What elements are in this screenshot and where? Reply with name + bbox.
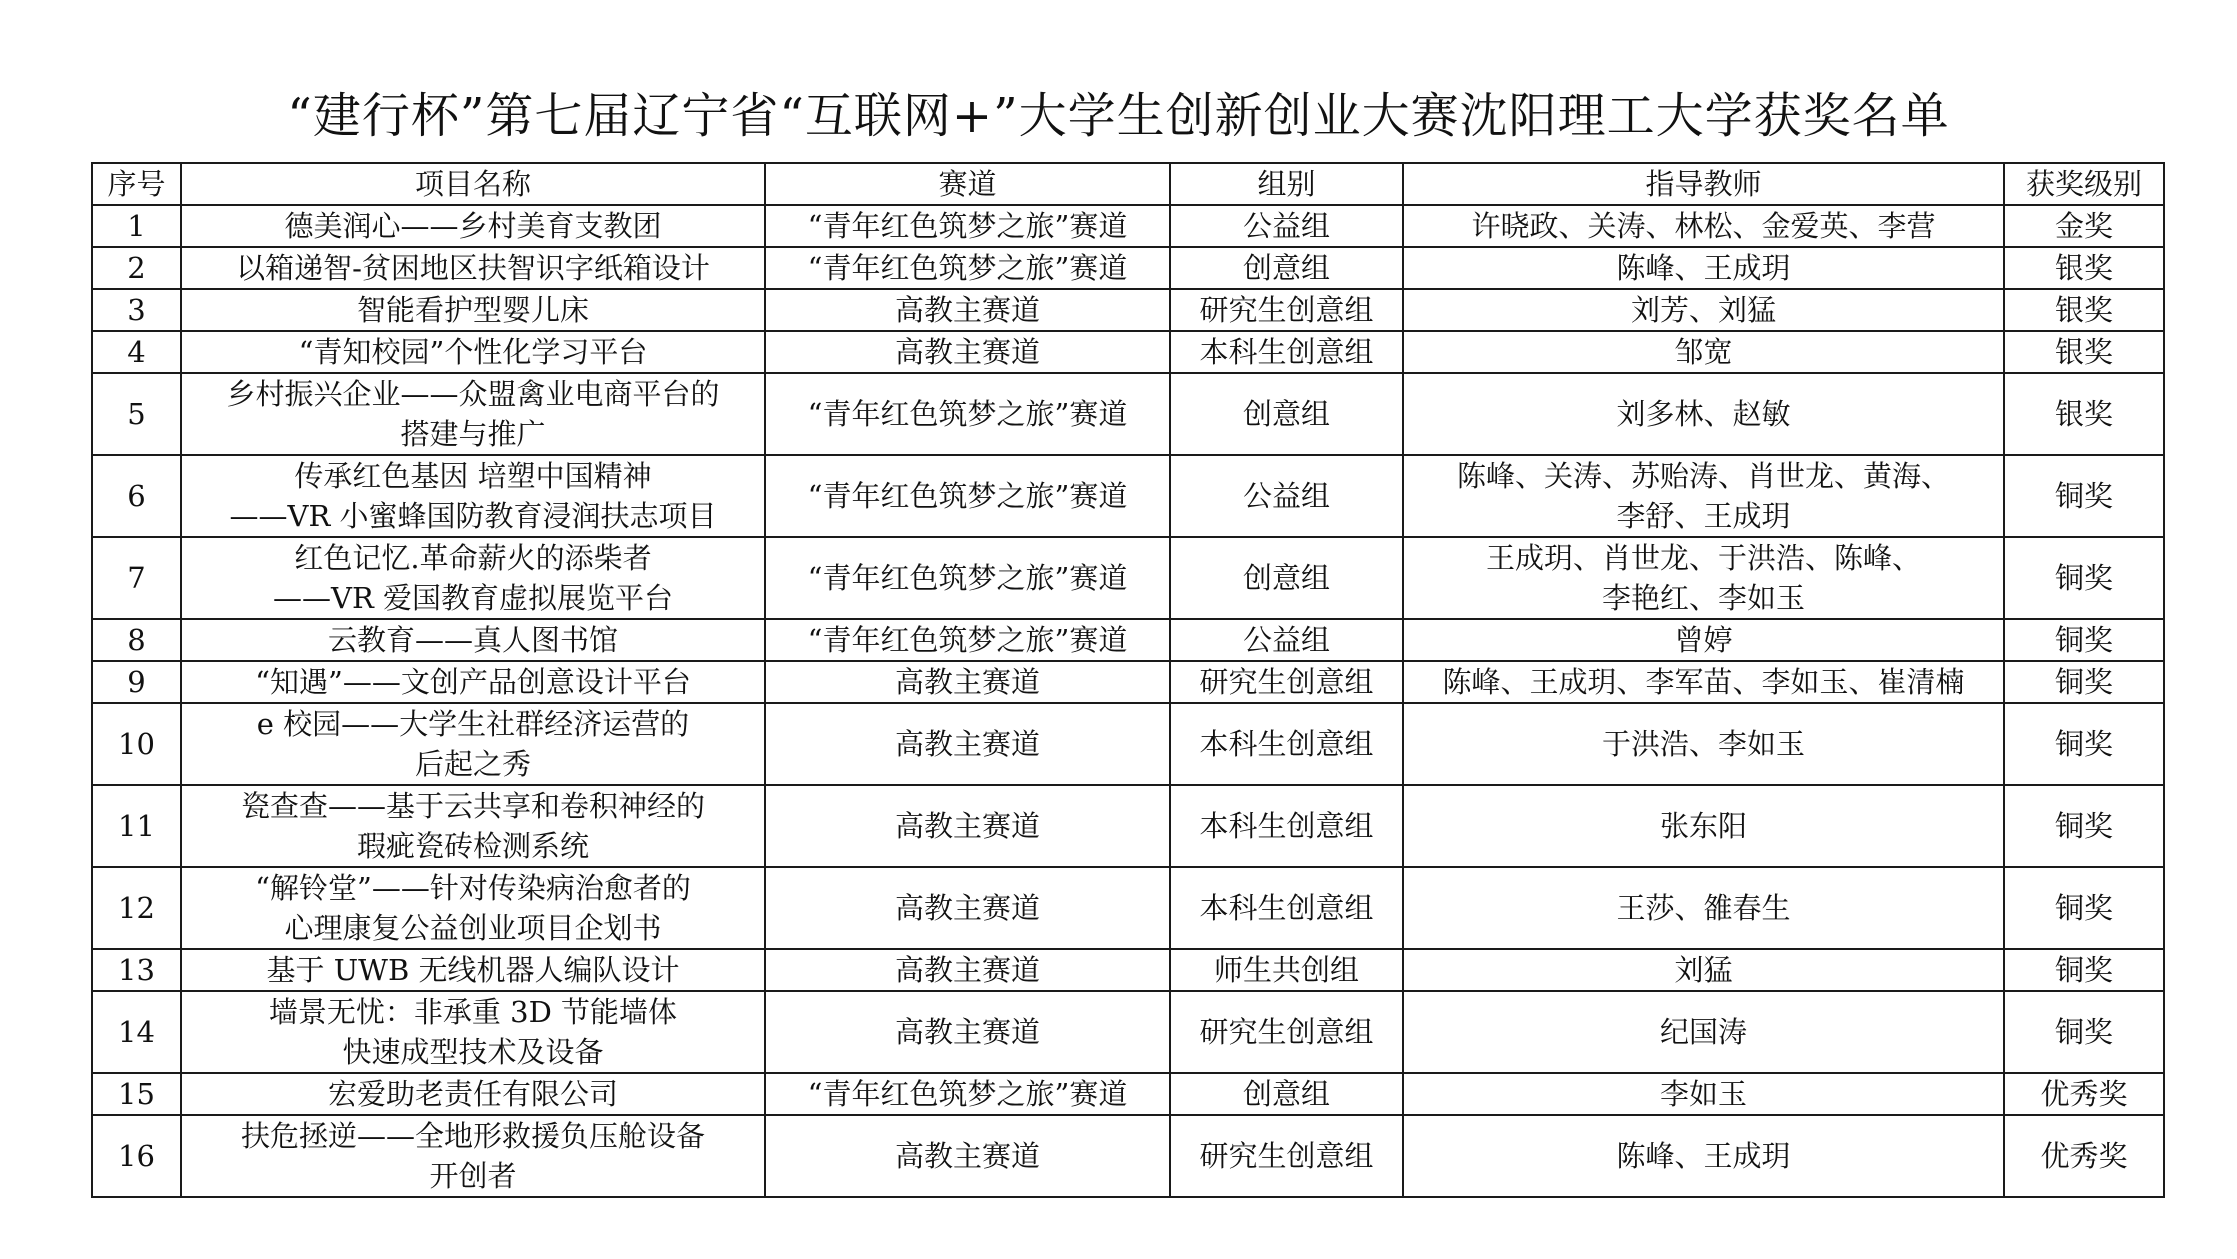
cell-project-name-line: “青知校园”个性化学习平台 <box>298 335 648 369</box>
cell-award: 铜奖 <box>2004 785 2164 867</box>
table-row <box>92 1073 2164 1115</box>
cell-project-name <box>181 373 765 455</box>
cell-project-name <box>181 1115 765 1197</box>
cell-teacher <box>1403 247 2004 289</box>
cell-project-name-line: 开创者 <box>429 1159 517 1193</box>
table-row <box>92 205 2164 247</box>
cell-group: 创意组 <box>1170 537 1403 619</box>
cell-index: 14 <box>92 991 181 1073</box>
table-row <box>92 331 2164 373</box>
cell-group: 研究生创意组 <box>1170 661 1403 703</box>
cell-index: 13 <box>92 949 181 991</box>
cell-award: 铜奖 <box>2004 949 2164 991</box>
cell-project-name-line: 瑕疵瓷砖检测系统 <box>356 829 589 863</box>
cell-track: 高教主赛道 <box>765 289 1170 331</box>
table-row <box>92 289 2164 331</box>
cell-index: 10 <box>92 703 181 785</box>
cell-award: 铜奖 <box>2004 619 2164 661</box>
cell-index: 12 <box>92 867 181 949</box>
header-track: 赛道 <box>765 163 1170 205</box>
cell-teacher <box>1403 867 2004 949</box>
cell-track: “青年红色筑梦之旅”赛道 <box>765 373 1170 455</box>
cell-project-name-line: ——VR 爱国教育虚拟展览平台 <box>273 581 673 615</box>
table-row <box>92 867 2164 949</box>
cell-project-name-line: 智能看护型婴儿床 <box>356 293 589 327</box>
cell-index: 7 <box>92 537 181 619</box>
cell-project-name-line: 扶危拯逆——全地形救援负压舱设备 <box>240 1119 705 1153</box>
cell-project-name-line: 基于 UWB 无线机器人编队设计 <box>266 953 680 987</box>
cell-group: 本科生创意组 <box>1170 867 1403 949</box>
cell-index: 5 <box>92 373 181 455</box>
cell-index: 6 <box>92 455 181 537</box>
cell-teacher-line: 刘猛 <box>1674 953 1733 987</box>
cell-group: 公益组 <box>1170 205 1403 247</box>
cell-index: 15 <box>92 1073 181 1115</box>
cell-teacher <box>1403 537 2004 619</box>
cell-award: 优秀奖 <box>2004 1115 2164 1197</box>
cell-index: 1 <box>92 205 181 247</box>
cell-award: 铜奖 <box>2004 991 2164 1073</box>
cell-project-name <box>181 537 765 619</box>
header-award: 获奖级别 <box>2004 163 2164 205</box>
cell-award: 银奖 <box>2004 289 2164 331</box>
cell-project-name-line: 以箱递智-贫困地区扶智识字纸箱设计 <box>236 251 710 285</box>
cell-group: 本科生创意组 <box>1170 785 1403 867</box>
table-row <box>92 455 2164 537</box>
cell-teacher-line: 李舒、王成玥 <box>1616 499 1791 533</box>
cell-project-name-line: 后起之秀 <box>414 747 531 781</box>
cell-teacher-line: 刘芳、刘猛 <box>1630 293 1776 327</box>
cell-award: 优秀奖 <box>2004 1073 2164 1115</box>
document-title: “建行杯”第七届辽宁省“互联网+”大学生创新创业大赛沈阳理工大学获奖名单 <box>287 88 1950 144</box>
table-row <box>92 373 2164 455</box>
cell-teacher <box>1403 785 2004 867</box>
cell-track: “青年红色筑梦之旅”赛道 <box>765 537 1170 619</box>
cell-project-name-line: 搭建与推广 <box>400 417 546 451</box>
cell-teacher <box>1403 1115 2004 1197</box>
cell-teacher-line: 李艳红、李如玉 <box>1601 581 1805 615</box>
cell-teacher-line: 邹宽 <box>1674 335 1733 369</box>
cell-project-name-line: “解铃堂”——针对传染病治愈者的 <box>255 871 691 905</box>
header-group: 组别 <box>1170 163 1403 205</box>
cell-award: 铜奖 <box>2004 661 2164 703</box>
header-project-name: 项目名称 <box>181 163 765 205</box>
cell-index: 2 <box>92 247 181 289</box>
header-teacher: 指导教师 <box>1403 163 2004 205</box>
cell-track: 高教主赛道 <box>765 867 1170 949</box>
table-header <box>92 163 2164 205</box>
table-row <box>92 537 2164 619</box>
cell-track: “青年红色筑梦之旅”赛道 <box>765 1073 1170 1115</box>
cell-award: 铜奖 <box>2004 455 2164 537</box>
cell-index: 8 <box>92 619 181 661</box>
cell-teacher <box>1403 661 2004 703</box>
cell-group: 研究生创意组 <box>1170 991 1403 1073</box>
cell-project-name <box>181 1073 765 1115</box>
cell-index: 3 <box>92 289 181 331</box>
cell-teacher-line: 陈峰、关涛、苏贻涛、肖世龙、黄海、 <box>1456 459 1950 493</box>
table-row <box>92 247 2164 289</box>
table-row <box>92 703 2164 785</box>
table-row <box>92 619 2164 661</box>
cell-project-name-line: 红色记忆.革命薪火的添柴者 <box>294 541 652 575</box>
table-row <box>92 661 2164 703</box>
cell-award: 铜奖 <box>2004 537 2164 619</box>
cell-track: 高教主赛道 <box>765 991 1170 1073</box>
cell-group: 师生共创组 <box>1170 949 1403 991</box>
cell-project-name <box>181 703 765 785</box>
cell-teacher-line: 王成玥、肖世龙、于洪浩、陈峰、 <box>1485 541 1921 575</box>
cell-track: “青年红色筑梦之旅”赛道 <box>765 247 1170 289</box>
cell-teacher-line: 纪国涛 <box>1659 1015 1747 1049</box>
cell-index: 11 <box>92 785 181 867</box>
cell-project-name-line: 心理康复公益创业项目企划书 <box>284 911 662 945</box>
cell-index: 9 <box>92 661 181 703</box>
cell-project-name <box>181 331 765 373</box>
cell-project-name <box>181 205 765 247</box>
cell-group: 研究生创意组 <box>1170 289 1403 331</box>
cell-project-name-line: “知遇”——文创产品创意设计平台 <box>255 665 691 699</box>
cell-teacher-line: 许晓政、关涛、林松、金爱英、李营 <box>1471 209 1936 243</box>
cell-group: 本科生创意组 <box>1170 703 1403 785</box>
cell-teacher <box>1403 455 2004 537</box>
cell-teacher <box>1403 991 2004 1073</box>
cell-group: 创意组 <box>1170 373 1403 455</box>
cell-teacher-line: 于洪浩、李如玉 <box>1601 727 1805 761</box>
cell-project-name <box>181 991 765 1073</box>
cell-group: 公益组 <box>1170 619 1403 661</box>
cell-teacher-line: 曾婷 <box>1674 623 1733 657</box>
cell-project-name-line: 宏爱助老责任有限公司 <box>327 1077 618 1111</box>
table-row <box>92 1115 2164 1197</box>
cell-award: 金奖 <box>2004 205 2164 247</box>
cell-project-name-line: 云教育——真人图书馆 <box>327 623 618 657</box>
cell-award: 铜奖 <box>2004 867 2164 949</box>
cell-group: 本科生创意组 <box>1170 331 1403 373</box>
cell-teacher <box>1403 1073 2004 1115</box>
header-index: 序号 <box>92 163 181 205</box>
cell-award: 铜奖 <box>2004 703 2164 785</box>
cell-project-name-line: ——VR 小蜜蜂国防教育浸润扶志项目 <box>229 499 717 533</box>
cell-teacher <box>1403 289 2004 331</box>
cell-project-name <box>181 949 765 991</box>
cell-project-name-line: 乡村振兴企业——众盟禽业电商平台的 <box>226 377 720 411</box>
cell-project-name-line: e 校园——大学生社群经济运营的 <box>256 707 690 741</box>
cell-teacher-line: 王莎、雒春生 <box>1616 891 1791 925</box>
cell-project-name-line: 瓷查查——基于云共享和卷积神经的 <box>240 789 705 823</box>
cell-track: 高教主赛道 <box>765 1115 1170 1197</box>
cell-track: “青年红色筑梦之旅”赛道 <box>765 619 1170 661</box>
cell-teacher <box>1403 331 2004 373</box>
cell-project-name <box>181 661 765 703</box>
table-body <box>92 205 2164 1197</box>
cell-teacher <box>1403 949 2004 991</box>
cell-track: 高教主赛道 <box>765 703 1170 785</box>
cell-teacher-line: 李如玉 <box>1659 1077 1747 1111</box>
cell-track: 高教主赛道 <box>765 661 1170 703</box>
cell-teacher-line: 陈峰、王成玥 <box>1616 1139 1791 1173</box>
cell-award: 银奖 <box>2004 247 2164 289</box>
cell-teacher <box>1403 703 2004 785</box>
cell-award: 银奖 <box>2004 373 2164 455</box>
header-row <box>92 163 2164 205</box>
cell-teacher-line: 刘多林、赵敏 <box>1616 397 1791 431</box>
cell-track: “青年红色筑梦之旅”赛道 <box>765 205 1170 247</box>
cell-track: 高教主赛道 <box>765 949 1170 991</box>
cell-index: 4 <box>92 331 181 373</box>
cell-teacher <box>1403 373 2004 455</box>
cell-project-name <box>181 619 765 661</box>
cell-project-name <box>181 455 765 537</box>
cell-project-name-line: 快速成型技术及设备 <box>342 1035 604 1069</box>
table-row <box>92 949 2164 991</box>
cell-project-name <box>181 289 765 331</box>
cell-teacher <box>1403 205 2004 247</box>
cell-track: 高教主赛道 <box>765 785 1170 867</box>
cell-group: 研究生创意组 <box>1170 1115 1403 1197</box>
cell-teacher-line: 张东阳 <box>1659 809 1747 843</box>
cell-group: 创意组 <box>1170 1073 1403 1115</box>
cell-teacher <box>1403 619 2004 661</box>
cell-index: 16 <box>92 1115 181 1197</box>
cell-project-name-line: 墙景无忧：非承重 3D 节能墙体 <box>268 995 678 1029</box>
cell-project-name-line: 德美润心——乡村美育支教团 <box>284 209 662 243</box>
cell-teacher-line: 陈峰、王成玥 <box>1616 251 1791 285</box>
award-table <box>91 162 2165 1198</box>
cell-track: “青年红色筑梦之旅”赛道 <box>765 455 1170 537</box>
cell-award: 银奖 <box>2004 331 2164 373</box>
cell-project-name <box>181 785 765 867</box>
cell-project-name-line: 传承红色基因 培塑中国精神 <box>294 459 652 493</box>
cell-project-name <box>181 247 765 289</box>
cell-project-name <box>181 867 765 949</box>
cell-teacher-line: 陈峰、王成玥、李军苗、李如玉、崔清楠 <box>1442 665 1965 699</box>
table-row <box>92 991 2164 1073</box>
cell-track: 高教主赛道 <box>765 331 1170 373</box>
cell-group: 创意组 <box>1170 247 1403 289</box>
table-row <box>92 785 2164 867</box>
cell-group: 公益组 <box>1170 455 1403 537</box>
